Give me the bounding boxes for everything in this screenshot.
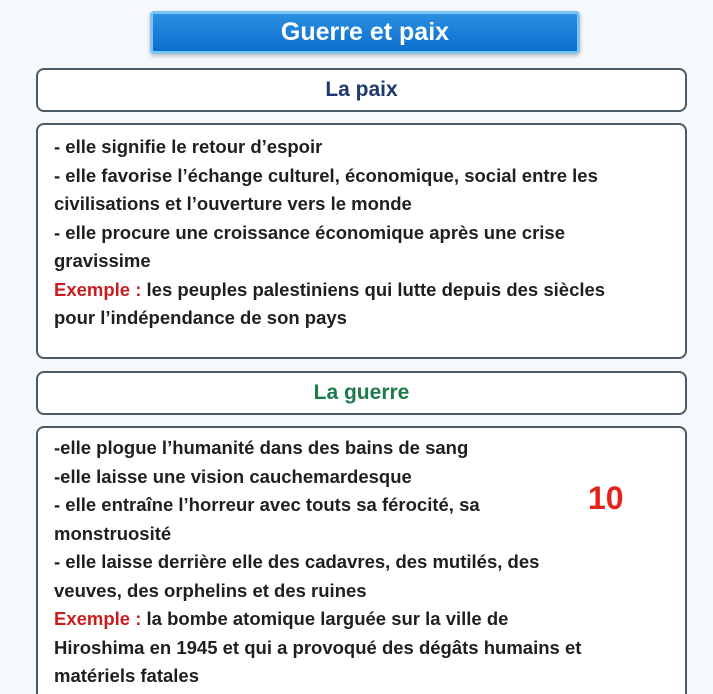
war-line: -elle plogue l’humanité dans des bains de sang — [54, 437, 469, 458]
example-text: la bombe atomique larguée sur la ville de — [141, 608, 509, 629]
war-line: -elle laisse une vision cauchemardesque — [54, 465, 412, 487]
page-title: Guerre et paix — [150, 11, 580, 54]
war-example-line — [54, 605, 675, 634]
war-line: veuves, des orphelins et des ruines — [54, 579, 367, 601]
war-line: - elle laisse derrière elle des cadavres, des mutilés, des — [54, 551, 540, 572]
section-heading-war: La guerre — [36, 371, 687, 415]
peace-line: civilisations et l’ouverture vers le monde — [54, 193, 412, 214]
peace-example-line — [54, 276, 675, 305]
page-number: 10 — [588, 480, 624, 516]
example-text: les peuples palestiniens qui lutte depuis des siècles — [141, 278, 606, 300]
example-label: Exemple : — [54, 278, 142, 300]
peace-content-box — [36, 123, 687, 359]
peace-example-line: pour l’indépendance de son pays — [54, 307, 347, 328]
peace-line: - elle favorise l’échange culturel, économique, social entre les — [54, 164, 598, 186]
war-content-box — [36, 426, 687, 694]
war-example-line: matériels fatales — [54, 665, 200, 686]
peace-line: - elle signifie le retour d’espoir — [54, 136, 323, 157]
peace-line: gravissime — [54, 250, 151, 271]
example-label: Exemple : — [54, 608, 142, 629]
war-line: - elle entraîne l’horreur avec touts sa férocité, sa — [54, 494, 480, 515]
war-example-line: Hiroshima en 1945 et qui a provoqué des dégâts humains et — [54, 636, 582, 658]
section-heading-peace: La paix — [36, 68, 687, 112]
war-line: monstruosité — [54, 522, 172, 544]
peace-line: - elle procure une croissance économique après une crise — [54, 221, 565, 243]
